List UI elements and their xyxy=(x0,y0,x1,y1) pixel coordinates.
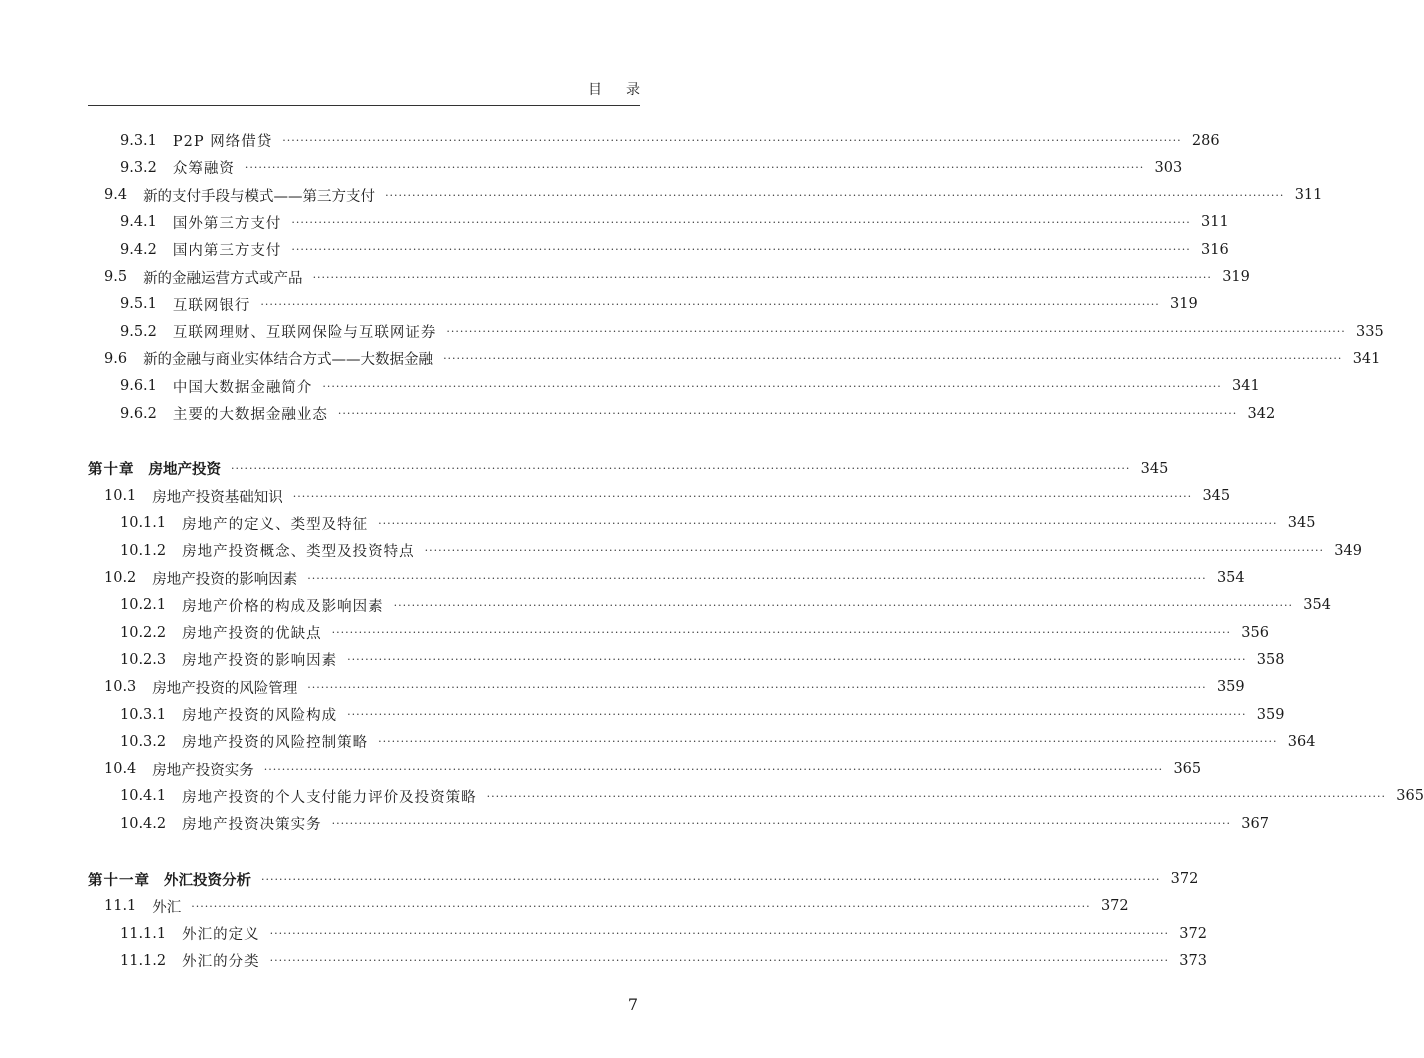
toc-entry-number: 11.1 xyxy=(104,898,137,915)
leader-dots: ········································································································································································································ xyxy=(347,708,1247,721)
toc-subsection[interactable] xyxy=(120,947,1207,974)
toc-entry-number: 10.3 xyxy=(104,679,137,696)
toc-entry-number: 10.2.1 xyxy=(120,597,167,614)
toc-subsection[interactable] xyxy=(120,318,1384,345)
toc-subsection[interactable] xyxy=(120,619,1269,646)
toc-entry-page: 359 xyxy=(1256,706,1285,723)
toc-entry-title: 互联网银行 xyxy=(172,297,251,314)
leader-dots: ········································································································································································································ xyxy=(347,653,1247,667)
toc-entry-page: 345 xyxy=(1140,460,1169,477)
leader-dots: ········································································································································································································ xyxy=(393,598,1293,612)
leader-dots: ········································································································································································································ xyxy=(231,462,1131,476)
toc-entry-title: 房地产投资实务 xyxy=(152,762,254,779)
toc-entry-number: 10.3.1 xyxy=(120,706,167,723)
toc-subsection[interactable] xyxy=(120,127,1220,154)
leader-dots: ········································································································································································································ xyxy=(331,817,1231,831)
toc-entry-page: 286 xyxy=(1191,132,1220,149)
toc-subsection[interactable] xyxy=(120,920,1207,947)
toc-entry-title: 新的支付手段与模式——第三方支付 xyxy=(143,188,376,205)
toc-entry-number: 第十章 xyxy=(88,462,135,479)
leader-dots: ········································································································································································································ xyxy=(446,325,1346,339)
leader-dots: ········································································································································································································ xyxy=(322,379,1222,393)
toc-section[interactable] xyxy=(104,565,1245,592)
leader-dots: ········································································································································································································ xyxy=(260,297,1160,311)
toc-entry-title: 房地产投资基础知识 xyxy=(152,489,283,506)
toc-entry-title: 众筹融资 xyxy=(172,161,235,178)
toc-entry-number: 10.2.3 xyxy=(120,651,167,668)
toc-entry-title: 国内第三方支付 xyxy=(172,243,282,260)
toc-entry-page: 354 xyxy=(1216,570,1245,586)
toc-subsection[interactable] xyxy=(120,291,1198,318)
page-header xyxy=(88,79,664,106)
toc-section[interactable] xyxy=(104,893,1129,920)
toc-entry-page: 365 xyxy=(1173,761,1202,778)
toc-entry-title: 外汇的定义 xyxy=(182,927,260,944)
toc-subsection[interactable] xyxy=(120,537,1362,564)
toc-subsection[interactable] xyxy=(120,209,1229,236)
toc-entry-page: 342 xyxy=(1247,405,1276,422)
leader-dots: ········································································································································································································ xyxy=(261,872,1161,886)
toc-entry-title: 房地产投资的风险控制策略 xyxy=(182,735,369,752)
toc-entry-number: 9.4 xyxy=(104,187,128,204)
toc-entry-page: 359 xyxy=(1216,679,1245,696)
toc-entry-number: 9.6 xyxy=(104,350,128,367)
toc-entry-title: 新的金融运营方式或产品 xyxy=(143,270,303,287)
toc-entry-title: 房地产投资 xyxy=(148,462,221,479)
leader-dots: ········································································································································································································ xyxy=(282,134,1182,147)
toc-entry-page: 345 xyxy=(1202,488,1231,505)
toc-entry-page: 364 xyxy=(1287,733,1316,750)
toc-entry-title: 房地产投资的优缺点 xyxy=(182,626,322,643)
toc-entry-title: 房地产投资决策实务 xyxy=(182,817,322,834)
leader-dots: ········································································································································································································ xyxy=(385,188,1285,202)
toc-entry-number: 11.1.1 xyxy=(120,925,167,942)
toc-section[interactable] xyxy=(104,345,1381,372)
toc-entry-title: 国外第三方支付 xyxy=(172,215,282,232)
toc-entry-number: 9.5 xyxy=(104,269,128,285)
toc-entry-number: 9.6.2 xyxy=(120,405,157,422)
leader-dots: ········································································································································································································ xyxy=(378,516,1278,530)
leader-dots: ········································································································································································································ xyxy=(486,789,1386,803)
toc-entry-page: 319 xyxy=(1222,269,1250,285)
leader-dots: ········································································································································································································ xyxy=(244,161,1145,175)
toc-entry-page: 372 xyxy=(1179,925,1207,942)
toc-entry-title: 主要的大数据金融业态 xyxy=(172,407,328,423)
toc-subsection[interactable] xyxy=(120,510,1316,537)
toc-entry-page: 372 xyxy=(1100,898,1129,915)
leader-dots: ········································································································································································································ xyxy=(291,215,1191,229)
toc-entry-title: 房地产的定义、类型及特征 xyxy=(182,516,369,533)
toc-entry-title: 外汇投资分析 xyxy=(164,872,251,889)
toc-entry-page: 341 xyxy=(1352,350,1381,367)
toc-entry-number: 10.2 xyxy=(104,570,137,586)
leader-dots: ········································································································································································································ xyxy=(292,489,1193,503)
toc-entry-page: 335 xyxy=(1356,323,1384,340)
toc-entry-title: 房地产投资的风险构成 xyxy=(182,708,338,724)
toc-entry-number: 第十一章 xyxy=(88,872,150,889)
toc-subsection[interactable] xyxy=(120,236,1229,263)
header-title: 目录 xyxy=(588,82,664,98)
toc-chapter[interactable] xyxy=(88,866,1199,893)
toc-entry-number: 10.1 xyxy=(104,488,137,505)
toc-entry-page: 341 xyxy=(1232,378,1260,395)
toc-subsection[interactable] xyxy=(120,783,1424,810)
toc-subsection[interactable] xyxy=(120,701,1285,728)
toc-entry-title: 外汇 xyxy=(152,899,182,916)
toc-entry-number: 9.6.1 xyxy=(120,378,157,395)
toc-subsection[interactable] xyxy=(120,400,1276,427)
toc-entry-title: 新的金融与商业实体结合方式——大数据金融 xyxy=(143,352,434,369)
toc-entry-number: 10.3.2 xyxy=(120,733,167,750)
toc-subsection[interactable] xyxy=(120,728,1316,755)
leader-dots: ········································································································································································································ xyxy=(424,544,1324,558)
toc-entry-title: 互联网理财、互联网保险与互联网证券 xyxy=(172,325,437,342)
toc-entry-page: 354 xyxy=(1303,597,1331,614)
toc-section[interactable] xyxy=(104,756,1202,783)
leader-dots: ········································································································································································································ xyxy=(312,270,1212,284)
toc-section[interactable] xyxy=(104,674,1245,701)
toc-entry-page: 367 xyxy=(1241,815,1269,832)
toc-subsection[interactable] xyxy=(120,646,1285,673)
toc-entry-number: 10.1.2 xyxy=(120,542,167,559)
toc-entry-title: P2P 网络借贷 xyxy=(172,134,273,150)
leader-dots: ········································································································································································································ xyxy=(269,927,1169,941)
toc-section[interactable] xyxy=(104,182,1323,209)
toc-entry-number: 9.5.1 xyxy=(120,296,157,313)
toc-entry-title: 房地产投资的影响因素 xyxy=(152,571,298,588)
leader-dots: ········································································································································································································ xyxy=(378,735,1278,749)
leader-dots: ········································································································································································································ xyxy=(337,407,1238,420)
page-number: 7 xyxy=(627,995,638,1014)
toc-subsection[interactable] xyxy=(120,810,1269,837)
toc-entry-title: 房地产投资的风险管理 xyxy=(152,680,298,697)
leader-dots: ········································································································································································································ xyxy=(269,954,1169,968)
toc-chapter[interactable] xyxy=(88,455,1169,482)
toc-section[interactable] xyxy=(104,264,1250,291)
toc-entry-number: 9.3.1 xyxy=(120,132,157,149)
leader-dots: ········································································································································································································ xyxy=(307,571,1207,585)
toc-entry-page: 345 xyxy=(1287,515,1316,532)
toc-entry-page: 349 xyxy=(1334,542,1362,559)
toc-entry-page: 372 xyxy=(1170,871,1199,887)
toc-entry-page: 373 xyxy=(1179,952,1207,969)
toc-entry-number: 10.4.1 xyxy=(120,788,167,805)
toc-entry-page: 356 xyxy=(1241,624,1269,641)
toc-subsection[interactable] xyxy=(120,592,1331,619)
leader-dots: ········································································································································································································ xyxy=(443,352,1343,366)
toc-entry-number: 10.4.2 xyxy=(120,815,167,832)
toc-subsection[interactable] xyxy=(120,373,1260,400)
toc-entry-page: 311 xyxy=(1201,214,1229,231)
toc-entry-number: 10.4 xyxy=(104,761,137,778)
leader-dots: ········································································································································································································ xyxy=(331,626,1231,640)
toc-entry-page: 319 xyxy=(1170,296,1198,313)
toc-entry-page: 303 xyxy=(1154,159,1183,176)
toc-subsection[interactable] xyxy=(120,154,1183,181)
toc-entry-number: 11.1.2 xyxy=(120,952,167,969)
toc-entry-number: 10.1.1 xyxy=(120,515,167,532)
toc-entry-number: 10.2.2 xyxy=(120,624,167,641)
toc-entry-page: 311 xyxy=(1294,187,1323,204)
toc-entry-title: 房地产价格的构成及影响因素 xyxy=(182,598,384,615)
toc-entry-title: 房地产投资的影响因素 xyxy=(182,653,338,670)
toc-section[interactable] xyxy=(104,483,1231,510)
toc-entry-number: 9.5.2 xyxy=(120,323,157,340)
toc-entry-number: 9.4.1 xyxy=(120,214,157,231)
toc-entry-title: 中国大数据金融简介 xyxy=(172,379,313,396)
leader-dots: ········································································································································································································ xyxy=(291,243,1191,257)
toc-entry-page: 358 xyxy=(1256,651,1285,668)
leader-dots: ········································································································································································································ xyxy=(307,680,1207,694)
leader-dots: ········································································································································································································ xyxy=(263,762,1164,776)
toc-entry-number: 9.4.2 xyxy=(120,241,157,258)
toc-entry-number: 9.3.2 xyxy=(120,159,157,176)
toc-entry-title: 房地产投资概念、类型及投资特点 xyxy=(182,544,415,561)
toc-entry-page: 316 xyxy=(1201,241,1229,258)
toc-entry-title: 房地产投资的个人支付能力评价及投资策略 xyxy=(182,789,477,806)
leader-dots: ········································································································································································································ xyxy=(191,899,1091,913)
toc-entry-page: 365 xyxy=(1396,788,1424,805)
toc-entry-title: 外汇的分类 xyxy=(182,954,260,971)
